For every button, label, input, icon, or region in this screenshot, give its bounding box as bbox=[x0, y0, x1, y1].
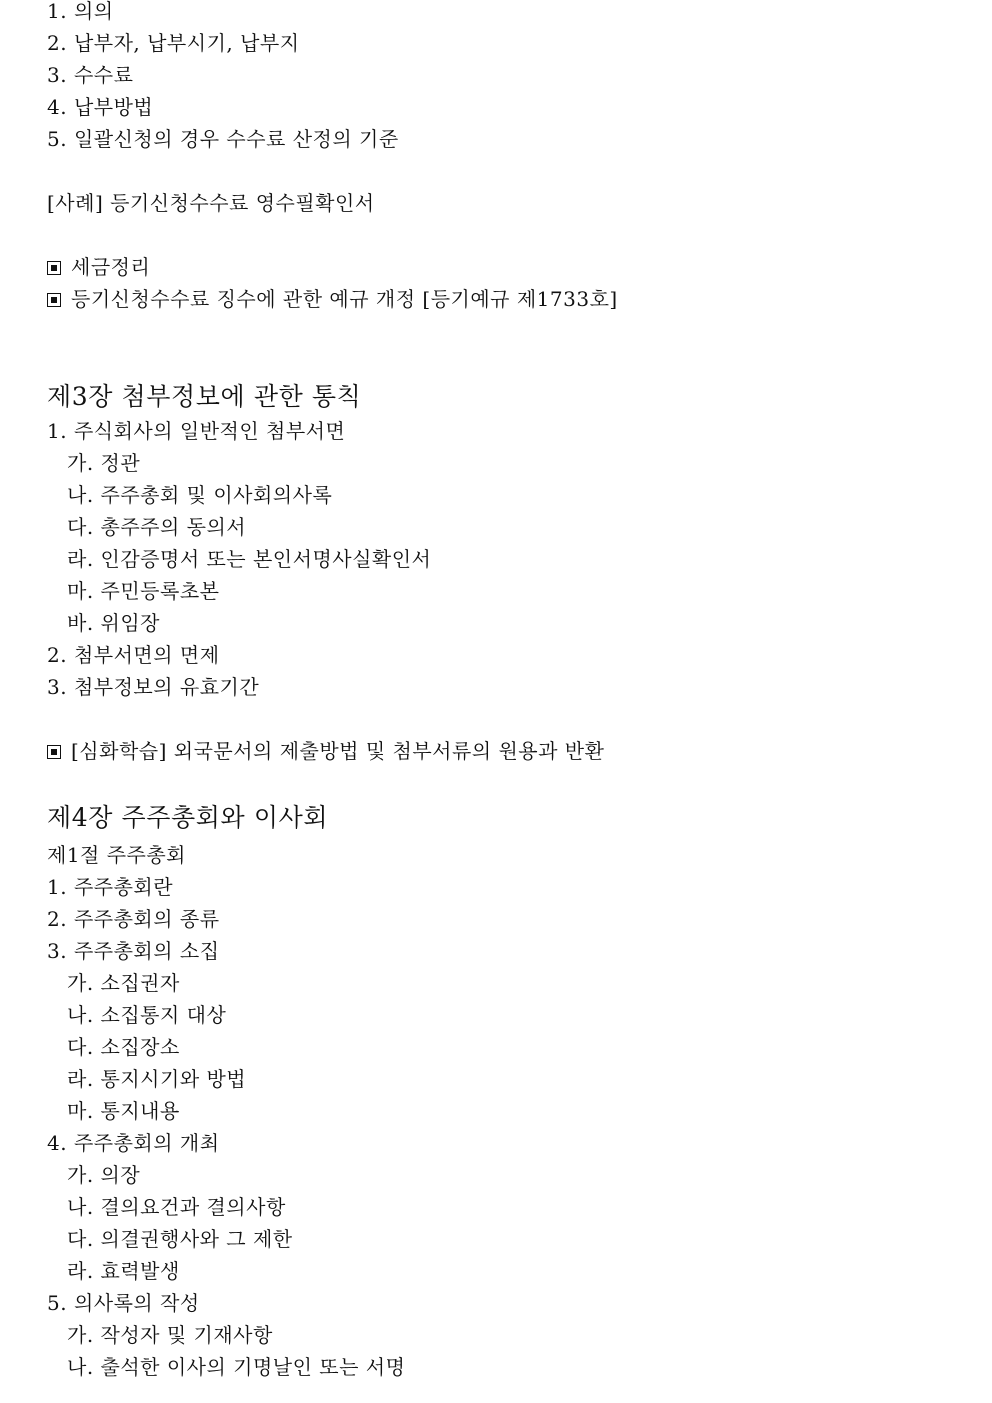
filled-square-bullet-icon bbox=[47, 293, 61, 307]
list-item: 1. 의의 bbox=[47, 0, 114, 23]
filled-square-bullet-icon bbox=[47, 745, 61, 759]
list-item: 2. 납부자, 납부시기, 납부지 bbox=[47, 31, 300, 55]
sub-list-item: 마. 통지내용 bbox=[67, 1099, 180, 1123]
sub-list-item: 나. 결의요건과 결의사항 bbox=[67, 1195, 286, 1219]
sub-list-item: 마. 주민등록초본 bbox=[67, 579, 220, 603]
section-title: 제1절 주주총회 bbox=[47, 843, 187, 867]
chapter-title: 제3장 첨부정보에 관한 통칙 bbox=[47, 382, 362, 411]
note-text: [심화학습] 외국문서의 제출방법 및 첨부서류의 원용과 반환 bbox=[71, 739, 605, 763]
note-text: 세금정리 bbox=[71, 255, 151, 279]
sub-list-item: 가. 의장 bbox=[67, 1163, 141, 1187]
list-item: 5. 의사록의 작성 bbox=[47, 1291, 200, 1315]
note-item bbox=[47, 286, 618, 312]
sub-list-item: 다. 총주주의 동의서 bbox=[67, 515, 247, 539]
note-item bbox=[47, 738, 604, 764]
sub-list-item: 나. 소집통지 대상 bbox=[67, 1003, 227, 1027]
sub-list-item: 나. 출석한 이사의 기명날인 또는 서명 bbox=[67, 1355, 406, 1379]
sub-list-item: 바. 위임장 bbox=[67, 611, 160, 635]
list-item: 1. 주식회사의 일반적인 첨부서면 bbox=[47, 419, 346, 443]
list-item: 3. 수수료 bbox=[47, 63, 134, 87]
list-item: 4. 납부방법 bbox=[47, 95, 154, 119]
list-item: 2. 첨부서면의 면제 bbox=[47, 643, 220, 667]
example-line: [사례] 등기신청수수료 영수필확인서 bbox=[47, 191, 375, 215]
sub-list-item: 가. 정관 bbox=[67, 451, 141, 475]
list-item: 3. 주주총회의 소집 bbox=[47, 939, 220, 963]
list-item: 3. 첨부정보의 유효기간 bbox=[47, 675, 260, 699]
list-item: 2. 주주총회의 종류 bbox=[47, 907, 220, 931]
sub-list-item: 가. 소집권자 bbox=[67, 971, 180, 995]
sub-list-item: 나. 주주총회 및 이사회의사록 bbox=[67, 483, 333, 507]
list-item: 5. 일괄신청의 경우 수수료 산정의 기준 bbox=[47, 127, 399, 151]
filled-square-bullet-icon bbox=[47, 261, 61, 275]
note-text: 등기신청수수료 징수에 관한 예규 개정 [등기예규 제1733호] bbox=[71, 287, 618, 311]
sub-list-item: 라. 통지시기와 방법 bbox=[67, 1067, 247, 1091]
list-item: 1. 주주총회란 bbox=[47, 875, 174, 899]
sub-list-item: 라. 인감증명서 또는 본인서명사실확인서 bbox=[67, 547, 432, 571]
sub-list-item: 라. 효력발생 bbox=[67, 1259, 180, 1283]
sub-list-item: 다. 의결권행사와 그 제한 bbox=[67, 1227, 293, 1251]
sub-list-item: 가. 작성자 및 기재사항 bbox=[67, 1323, 273, 1347]
list-item: 4. 주주총회의 개최 bbox=[47, 1131, 220, 1155]
note-item bbox=[47, 254, 150, 280]
sub-list-item: 다. 소집장소 bbox=[67, 1035, 180, 1059]
chapter-title: 제4장 주주총회와 이사회 bbox=[47, 803, 329, 832]
